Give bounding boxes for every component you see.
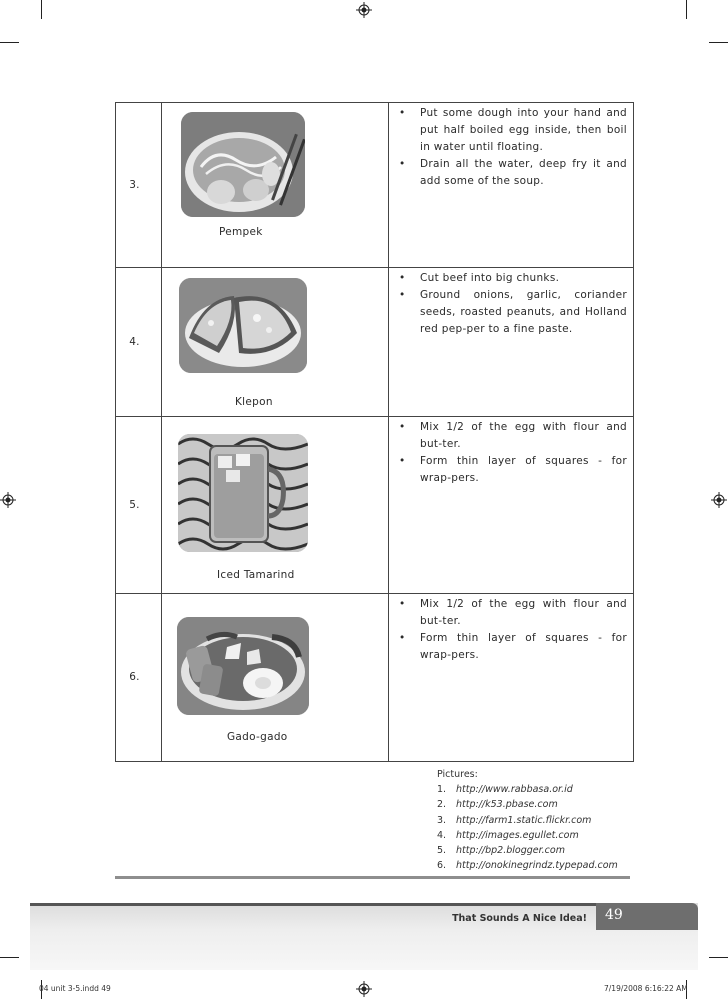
step-list: [389, 105, 633, 190]
row-number: 4.: [129, 335, 140, 348]
page-number: 49: [605, 907, 623, 923]
footer-rule: [30, 903, 620, 906]
list-item: • Cut beef into big chunks.: [389, 270, 633, 287]
list-item: 5. http://bp2.blogger.com: [437, 843, 618, 858]
crop-mark: [709, 957, 728, 958]
page-number-box: [596, 903, 698, 930]
picture-cell: [162, 417, 324, 594]
source-url: http://k53.pbase.com: [456, 799, 558, 811]
picture-cell: [162, 594, 324, 762]
credits-heading: Pictures:: [437, 769, 478, 780]
source-url: http://bp2.blogger.com: [456, 845, 565, 857]
registration-mark-icon: [711, 492, 727, 508]
picture-cell: [162, 268, 324, 417]
list-item: • Ground onions, garlic, coriander seeds, roasted peanuts, and Holland red pep-per to a fine paste.: [389, 287, 633, 338]
source-url: http://onokinegrindz.typepad.com: [456, 860, 618, 872]
row-number: 3.: [129, 178, 140, 191]
klepon-photo: [179, 278, 307, 373]
list-item: • Mix 1/2 of the egg with flour and but-ter.: [389, 419, 633, 453]
gado-gado-photo: [177, 617, 309, 715]
registration-mark-icon: [356, 2, 372, 18]
slug-timestamp: 7/19/2008 6:16:22 AM: [604, 984, 688, 993]
slug-filename: 04 unit 3-5.indd 49: [39, 984, 111, 993]
section-divider: [115, 876, 630, 879]
iced-tamarind-photo: [178, 434, 308, 552]
list-item: • Drain all the water, deep fry it and add some of the soup.: [389, 156, 633, 190]
list-item: • Mix 1/2 of the egg with flour and but-ter.: [389, 596, 633, 630]
list-item: 3. http://farm1.static.flickr.com: [437, 813, 618, 828]
table-row: [116, 417, 634, 594]
step-list: [389, 419, 633, 487]
source-url: http://farm1.static.flickr.com: [456, 814, 592, 826]
list-item: 1. http://www.rabbasa.or.id: [437, 782, 618, 797]
registration-mark-icon: [0, 492, 16, 508]
step-list: [389, 596, 633, 664]
table-row: [116, 103, 634, 268]
list-item: • Put some dough into your hand and put half boiled egg inside, then boil in water until floating.: [389, 105, 633, 156]
list-item: 2. http://k53.pbase.com: [437, 797, 618, 812]
recipe-table: [115, 102, 634, 762]
table-row: [116, 268, 634, 417]
list-item: • Form thin layer of squares - for wrap-pers.: [389, 630, 633, 664]
photo-caption: Gado-gado: [227, 731, 288, 743]
registration-mark-icon: [356, 981, 372, 997]
photo-caption: Klepon: [235, 396, 273, 408]
crop-mark: [41, 0, 42, 19]
photo-caption: Iced Tamarind: [217, 569, 295, 581]
picture-credits: [437, 767, 618, 873]
picture-cell: [162, 103, 324, 268]
step-list: [389, 270, 633, 338]
crop-mark: [709, 42, 728, 43]
crop-mark: [0, 957, 19, 958]
source-url: http://www.rabbasa.or.id: [456, 784, 573, 796]
crop-mark: [686, 0, 687, 19]
list-item: 4. http://images.egullet.com: [437, 828, 618, 843]
photo-caption: Pempek: [219, 226, 263, 238]
list-item: • Form thin layer of squares - for wrap-pers.: [389, 453, 633, 487]
pempek-photo: [181, 112, 305, 217]
table-row: [116, 594, 634, 762]
row-number: 6.: [129, 671, 140, 683]
source-url: http://images.egullet.com: [456, 829, 579, 841]
row-number: 5.: [129, 498, 140, 511]
crop-mark: [0, 42, 19, 43]
book-title: That Sounds A Nice Idea!: [452, 913, 587, 924]
list-item: 6. http://onokinegrindz.typepad.com: [437, 858, 618, 873]
